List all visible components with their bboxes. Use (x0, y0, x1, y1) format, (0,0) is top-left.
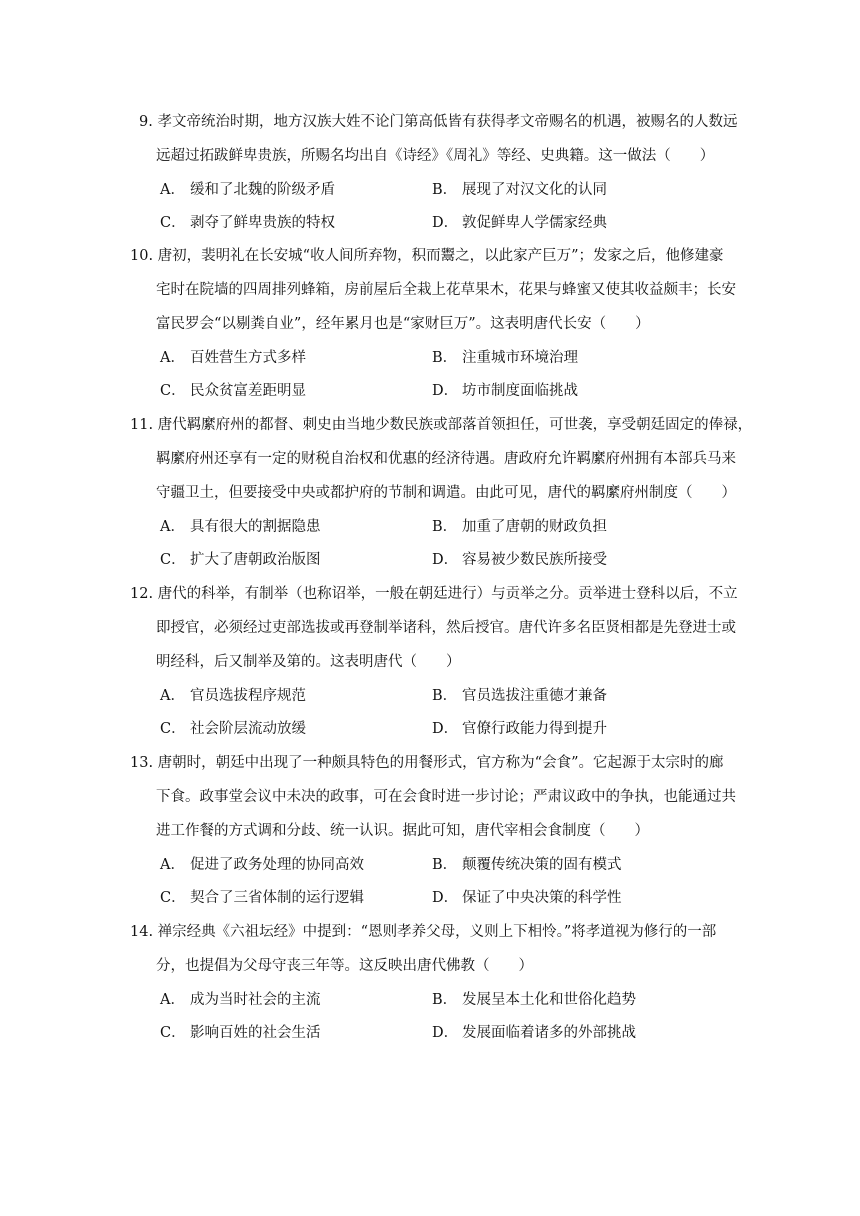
option-text: 影响百姓的社会生活 (190, 1025, 321, 1041)
question-stem-line: 明经科，后又制举及第的。这表明唐代（ ） (156, 654, 461, 670)
question-stem-line: 宅时在院墙的四周排列蜂箱，房前屋后全栽上花草果木，花果与蜂蜜又使其收益颇丰；长安 (156, 282, 736, 298)
option-b (432, 180, 607, 200)
option-text: 官僚行政能力得到提升 (462, 721, 607, 737)
option-c (160, 719, 306, 739)
option-letter: B． (432, 688, 458, 704)
option-letter: D． (432, 215, 459, 231)
option-text: 注重城市环境治理 (462, 350, 578, 366)
option-b (432, 990, 636, 1010)
option-letter: C． (160, 1025, 186, 1041)
option-text: 发展面临着诸多的外部挑战 (462, 1025, 636, 1041)
option-letter: C． (160, 721, 186, 737)
option-text: 颠覆传统决策的固有模式 (462, 857, 622, 873)
question-stem-line: 羁縻府州还享有一定的财税自治权和优惠的经济待遇。唐政府允许羁縻府州拥有本部兵马来 (156, 451, 736, 467)
option-letter: B． (432, 857, 458, 873)
option-text: 社会阶层流动放缓 (190, 721, 306, 737)
question-stem-line (130, 753, 724, 773)
question-stem-line: 守疆卫土，但要接受中央或都护府的节制和调遣。由此可见，唐代的羁縻府州制度（ ） (156, 485, 736, 501)
option-text: 展现了对汉文化的认同 (462, 182, 607, 198)
question-number: 11. (130, 417, 154, 433)
option-b (432, 686, 607, 706)
question-stem-line: 进工作餐的方式调和分歧、统一认识。据此可知，唐代宰相会食制度（ ） (156, 823, 649, 839)
question-stem-line (130, 584, 738, 604)
option-letter: D． (432, 721, 459, 737)
option-a (160, 686, 306, 706)
option-letter: D． (432, 1025, 459, 1041)
option-letter: C． (160, 215, 186, 231)
option-text: 扩大了唐朝政治版图 (190, 552, 321, 568)
question-number: 14. (130, 924, 154, 940)
option-text: 保证了中央决策的科学性 (462, 890, 622, 906)
option-text: 剥夺了鲜卑贵族的特权 (190, 215, 335, 231)
option-letter: C． (160, 383, 186, 399)
option-a (160, 348, 306, 368)
option-c (160, 888, 364, 908)
question-text: 禅宗经典《六祖坛经》中提到：“恩则孝养父母，义则上下相怜。”将孝道视为修行的一部 (157, 924, 717, 940)
option-text: 缓和了北魏的阶级矛盾 (190, 182, 335, 198)
option-text: 发展呈本土化和世俗化趋势 (462, 992, 636, 1008)
question-stem-line: 下食。政事堂会议中未决的政事，可在会食时进一步讨论；严肃议政中的争执，也能通过共 (156, 789, 736, 805)
option-text: 敦促鲜卑人学儒家经典 (462, 215, 607, 231)
option-a (160, 517, 321, 537)
option-text: 民众贫富差距明显 (190, 383, 306, 399)
option-a (160, 855, 364, 875)
option-letter: A． (160, 350, 185, 366)
option-b (432, 855, 622, 875)
question-stem-line (130, 246, 724, 266)
option-letter: B． (432, 350, 458, 366)
question-stem-line (139, 112, 737, 132)
option-d (432, 213, 607, 233)
option-text: 成为当时社会的主流 (190, 992, 321, 1008)
question-stem-line (130, 922, 716, 942)
option-letter: D． (432, 383, 459, 399)
option-text: 坊市制度面临挑战 (462, 383, 578, 399)
question-stem-line (130, 415, 752, 435)
question-stem-line: 即授官，必须经过吏部选拔或再登制举诸科，然后授官。唐代许多名臣贤相都是先登进士或 (156, 620, 736, 636)
option-c (160, 1023, 321, 1043)
option-d (432, 381, 578, 401)
question-text: 唐朝时，朝廷中出现了一种颇具特色的用餐形式，官方称为“会食”。它起源于太宗时的廊 (157, 755, 724, 771)
option-c (160, 213, 335, 233)
option-text: 百姓营生方式多样 (190, 350, 306, 366)
option-d (432, 888, 622, 908)
option-a (160, 990, 321, 1010)
option-letter: C． (160, 890, 186, 906)
option-text: 具有很大的割据隐患 (190, 519, 321, 535)
question-text: 唐代羁縻府州的都督、刺史由当地少数民族或部落首领担任，可世袭，享受朝廷固定的俸禄， (157, 417, 753, 433)
option-text: 契合了三省体制的运行逻辑 (190, 890, 364, 906)
question-number: 9. (139, 114, 153, 130)
option-c (160, 550, 321, 570)
option-b (432, 348, 578, 368)
option-letter: C． (160, 552, 186, 568)
question-number: 10. (130, 248, 154, 264)
option-letter: A． (160, 519, 185, 535)
option-d (432, 550, 607, 570)
option-letter: D． (432, 890, 459, 906)
option-text: 官员选拔注重德才兼备 (462, 688, 607, 704)
option-text: 促进了政务处理的协同高效 (190, 857, 364, 873)
option-letter: A． (160, 182, 185, 198)
question-stem-line: 分，也提倡为父母守丧三年等。这反映出唐代佛教（ ） (156, 958, 533, 974)
question-number: 12. (130, 586, 154, 602)
question-text: 唐代的科举，有制举（也称诏举，一般在朝廷进行）与贡举之分。贡举进士登科以后，不立 (157, 586, 738, 602)
option-letter: B． (432, 519, 458, 535)
option-text: 容易被少数民族所接受 (462, 552, 607, 568)
question-text: 孝文帝统治时期，地方汉族大姓不论门第高低皆有获得孝文帝赐名的机遇，被赐名的人数远 (157, 114, 738, 130)
question-stem-line: 富民罗会“以剔粪自业”，经年累月也是“家财巨万”。这表明唐代长安（ ） (156, 316, 650, 332)
option-text: 加重了唐朝的财政负担 (462, 519, 607, 535)
option-a (160, 180, 335, 200)
option-letter: A． (160, 992, 185, 1008)
question-stem-line: 远超过拓跋鲜卑贵族，所赐名均出自《诗经》《周礼》等经、史典籍。这一做法（ ） (156, 148, 715, 164)
option-d (432, 1023, 636, 1043)
option-letter: B． (432, 992, 458, 1008)
option-letter: B． (432, 182, 458, 198)
question-number: 13. (130, 755, 154, 771)
option-text: 官员选拔程序规范 (190, 688, 306, 704)
option-b (432, 517, 607, 537)
option-letter: A． (160, 688, 185, 704)
option-c (160, 381, 306, 401)
option-letter: D． (432, 552, 459, 568)
question-text: 唐初，裴明礼在长安城“收人间所弃物，积而鬻之，以此家产巨万”；发家之后，他修建豪 (157, 248, 724, 264)
option-letter: A． (160, 857, 185, 873)
option-d (432, 719, 607, 739)
